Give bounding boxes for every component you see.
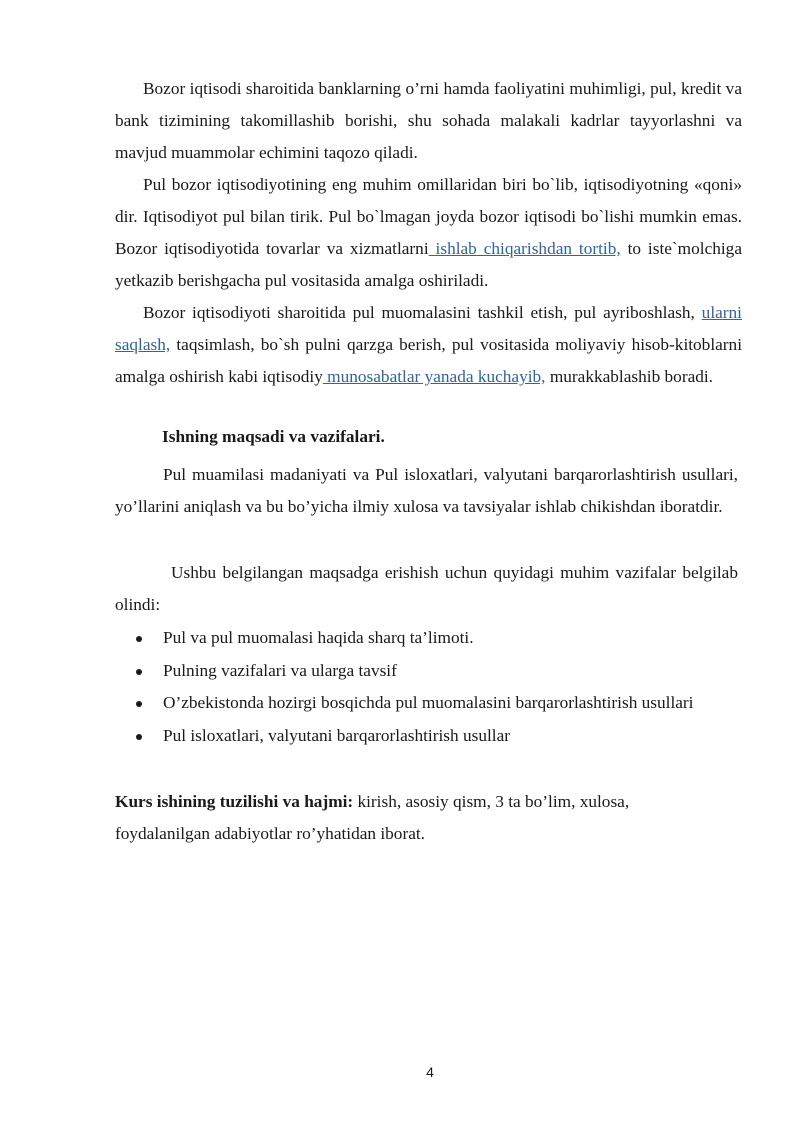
paragraph-tasks-intro (115, 557, 738, 621)
list-item: O’zbekistonda hozirgi bosqichda pul muomalasini barqarorlashtirish usullari (115, 687, 755, 720)
list-item: Pul isloxatlari, valyutani barqarorlashtirish usullar (115, 720, 755, 753)
link-ularni-saqlash[interactable]: ularni saqlash, (115, 303, 742, 354)
bullet-icon (136, 701, 142, 707)
paragraph-text: Bozor iqtisodiyoti sharoitida pul muomalasini tashkil etish, pul ayriboshlash, (143, 303, 695, 322)
task-list (115, 622, 755, 752)
bullet-icon (136, 734, 142, 740)
paragraph-banks-role (115, 73, 742, 169)
page-number: 4 (426, 1064, 434, 1080)
paragraph-text: Pul bozor iqtisodiyotining eng muhim omillaridan biri bo`lib, iqtisodiyotning «qoni» dir. Iqtisodiyot pul bilan tirik. Pul bo`lmagan joyda bozor iqtisodi bo`lishi mumkin emas. Bozor iqtisodiyotida tovarlar va xizmatlarni (115, 175, 742, 258)
paragraph-structure (115, 786, 685, 850)
paragraph-text: to iste`molchiga yetkazib berishgacha pul vositasida amalga oshiriladi. (115, 239, 742, 290)
bullet-icon (136, 669, 142, 675)
paragraph-text: murakkablashib boradi. (545, 367, 714, 386)
paragraph-text: Bozor iqtisodi sharoitida banklarning o’rni hamda faoliyatini muhimligi, pul, kredit va bank tizimining takomillashib borishi, shu sohada malakali kadrlar tayyorlashni va mavjud muammolar echimini taqozo qiladi. (115, 79, 742, 162)
paragraph-text: kirish, asosiy qism, 3 ta bo’lim, xulosa, foydalanilgan adabiyotlar ro’yhatidan iborat. (115, 792, 630, 843)
list-item: Pul va pul muomalasi haqida sharq ta’limoti. (115, 622, 755, 655)
link-munosabatlar[interactable]: munosabatlar yanada kuchayib, (322, 367, 546, 386)
link-ishlab-chiqarishdan[interactable]: ishlab chiqarishdan tortib, (428, 239, 621, 258)
paragraph-money-importance (115, 169, 742, 297)
paragraph-text: Pul muamilasi madaniyati va Pul isloxatlari, valyutani barqarorlashtirish usullari, yo’llarini aniqlash va bu bo’yicha ilmiy xulosa va tavsiyalar ishlab chikishdan iboratdir. (115, 465, 738, 516)
list-item: Pulning vazifalari va ularga tavsif (115, 655, 755, 688)
paragraph-text: taqsimlash, bo`sh pulni qarzga berish, pul vositasida moliyaviy hisob-kitoblarni amalga oshirish kabi iqtisodiy (115, 335, 742, 386)
paragraph-money-circulation (115, 297, 742, 393)
section-heading-goals: Ishning maqsadi va vazifalari. (162, 427, 385, 446)
structure-label: Kurs ishining tuzilishi va hajmi: (115, 792, 354, 811)
bullet-icon (136, 636, 142, 642)
paragraph-text: Ushbu belgilangan maqsadga erishish uchun quyidagi muhim vazifalar belgilab olindi: (115, 563, 738, 614)
paragraph-goal (115, 459, 738, 523)
